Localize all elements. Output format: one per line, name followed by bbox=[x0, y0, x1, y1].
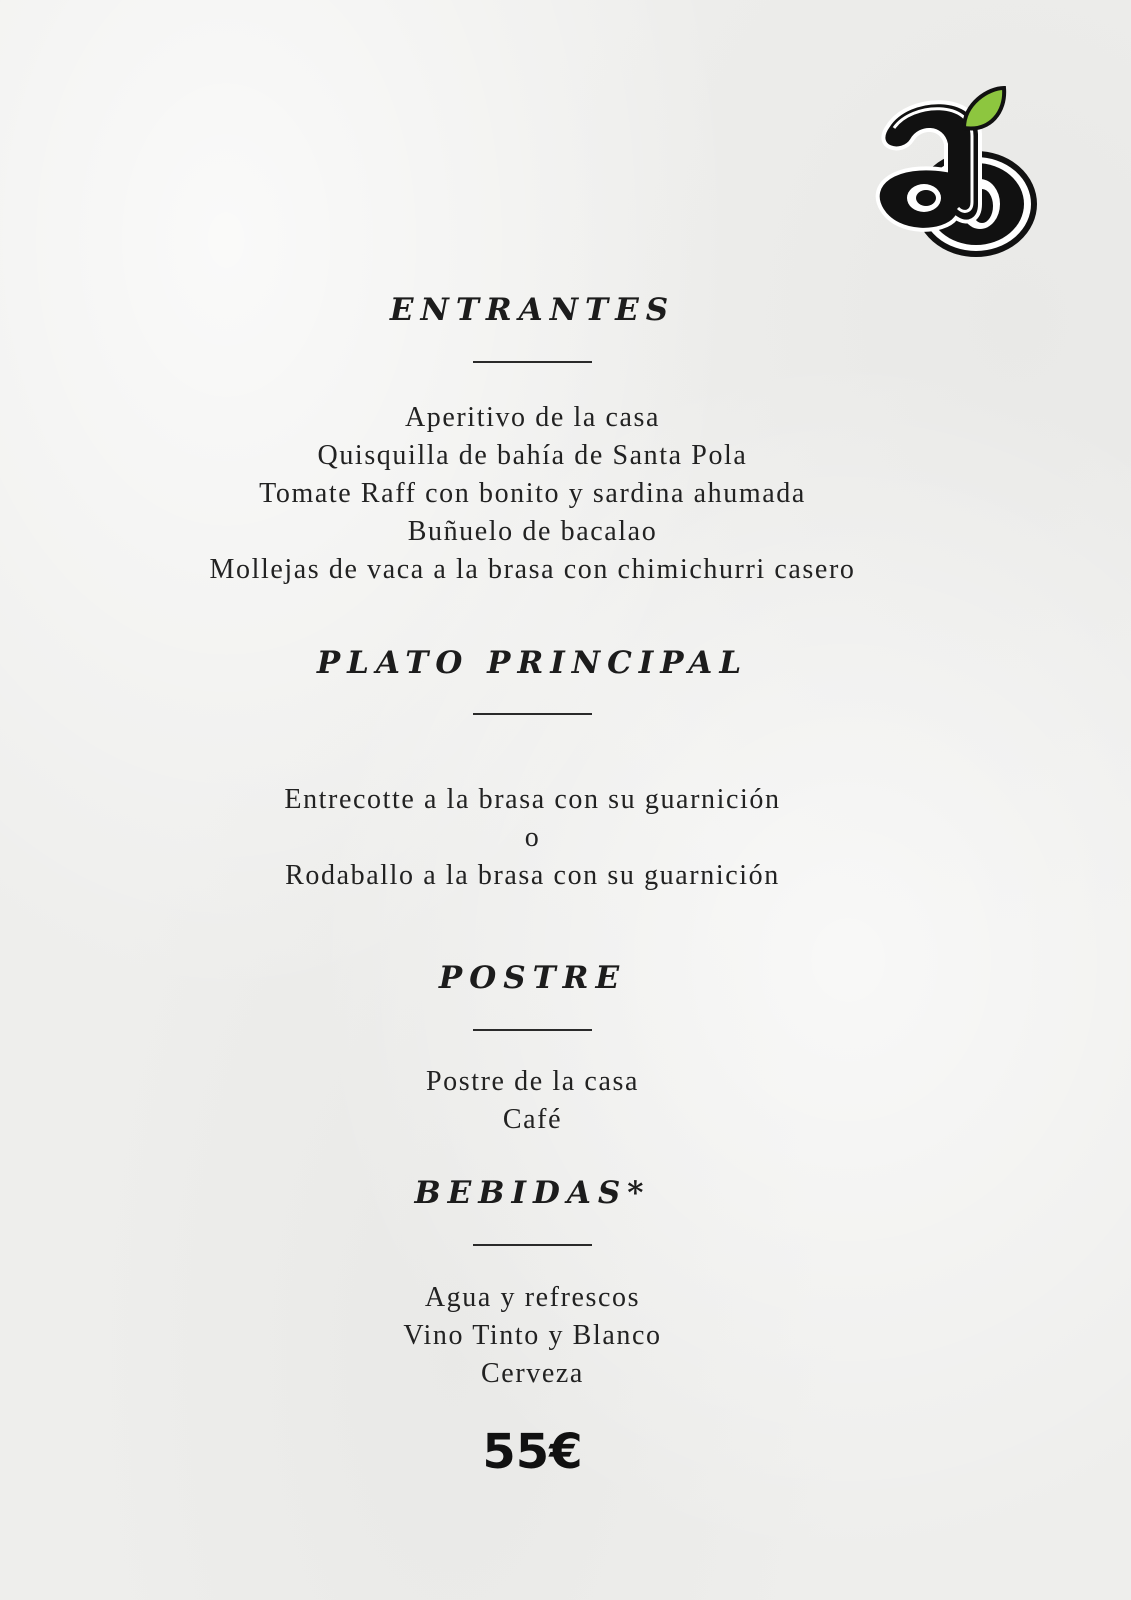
section-divider bbox=[473, 361, 592, 363]
section-title-plato-principal: PLATO PRINCIPAL bbox=[316, 645, 749, 681]
menu-item: Agua y refrescos bbox=[424, 1282, 641, 1313]
menu-item: Cerveza bbox=[481, 1358, 584, 1389]
menu-item: Rodaballo a la brasa con su guarnición bbox=[285, 860, 780, 891]
principal-list bbox=[0, 781, 1065, 895]
section-divider bbox=[473, 1029, 592, 1031]
menu-item: Postre de la casa bbox=[425, 1066, 639, 1097]
logo-leaf bbox=[964, 88, 1004, 129]
section-title-bebidas: BEBIDAS* bbox=[414, 1175, 651, 1211]
postre-list bbox=[0, 1063, 1065, 1139]
menu-item: Tomate Raff con bonito y sardina ahumada bbox=[259, 478, 806, 509]
section-divider bbox=[473, 713, 592, 715]
section-title-entrantes: ENTRANTES bbox=[389, 292, 676, 328]
section-divider bbox=[473, 1244, 592, 1246]
menu-item: Café bbox=[502, 1104, 563, 1135]
menu-item: Mollejas de vaca a la brasa con chimichurri casero bbox=[209, 554, 856, 585]
menu-price: 55€ bbox=[482, 1424, 583, 1480]
menu-item: Quisquilla de bahía de Santa Pola bbox=[317, 440, 748, 471]
menu-item: Buñuelo de bacalao bbox=[407, 516, 658, 547]
menu-item: Vino Tinto y Blanco bbox=[403, 1320, 662, 1351]
entrantes-list bbox=[0, 399, 1065, 589]
menu-item: o bbox=[524, 822, 541, 853]
section-title-postre: POSTRE bbox=[438, 960, 627, 996]
menu-item: Aperitivo de la casa bbox=[404, 402, 661, 433]
bebidas-list bbox=[0, 1279, 1065, 1393]
brand-logo bbox=[868, 86, 1044, 258]
menu-item: Entrecotte a la brasa con su guarnición bbox=[284, 784, 781, 815]
